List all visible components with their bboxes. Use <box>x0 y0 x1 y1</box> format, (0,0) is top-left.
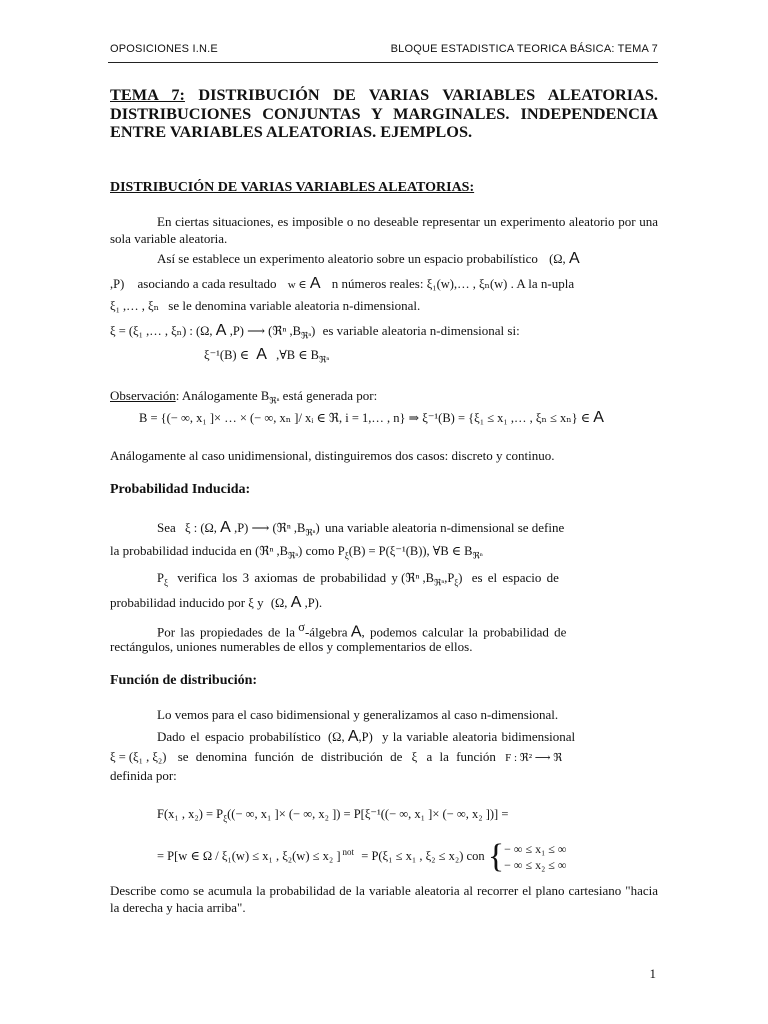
p3-text: es variable aleatoria n-dimensional si: <box>322 323 520 338</box>
sigma-algebra-A: A <box>290 594 302 611</box>
p2-text-c: n números reales: <box>331 276 424 291</box>
title-label: TEMA 7: <box>110 85 185 104</box>
sigma-algebra-A: A <box>350 623 362 641</box>
paragraph-9-line-2 <box>110 749 562 765</box>
p-close: ,P) <box>110 277 125 291</box>
p7-text-a: Por las propiedades de la <box>157 624 295 640</box>
xi-subscript: ξ <box>163 577 168 588</box>
sigma-algebra-A: A <box>309 275 321 292</box>
p9-text-a: Dado el espacio probabilístico <box>157 729 321 744</box>
not-superscript: not <box>342 846 355 857</box>
f-line-2b: = P(ξ₁ ≤ x₁ , ξ₂ ≤ x₂) con <box>361 848 485 863</box>
paragraph-2-line-2 <box>110 275 574 293</box>
paragraph-10: Describe como se acumula la probabilidad de la variable aleatoria al recorrer el plano cartesiano "hacia la derecha y hacia arriba". <box>110 883 658 915</box>
rn-subscript: ℜⁿ <box>301 330 312 341</box>
sigma-algebra-A: A <box>220 519 231 536</box>
paragraph-5-line-2: la probabilidad inducida en (ℜⁿ $,B_{ℜ^n}$) como $P_\xi(B) = P(\xi^{-1}(B))$, ∀B ∈ $B_{ℜ^n}$ <box>110 543 483 561</box>
rn-subscript: ℜⁿ <box>305 527 316 538</box>
observation-text: : Análogamente <box>175 388 258 403</box>
paragraph-7-line-2: rectángulos, uniones numerables de ellos y complementarios de ellos. <box>110 639 473 654</box>
p-xi-definition: (B) = P(ξ⁻¹(B)), ∀B ∈ B <box>348 544 473 558</box>
p6-text-c: probabilidad inducido por <box>110 595 246 610</box>
arrow-rn: ,P) ⟶ (ℜⁿ ,B <box>234 521 306 535</box>
rn-b: (ℜⁿ ,B <box>255 544 288 558</box>
p-close: ,P) <box>304 596 319 610</box>
p-xi-close: ,P <box>444 571 455 585</box>
p7-text-b: -álgebra <box>304 624 348 640</box>
p2-text-d: . A la n-upla <box>510 276 575 291</box>
arrow-rn: ,P) ⟶ (ℜⁿ ,B <box>229 324 301 338</box>
sigma-algebra-A: A <box>256 346 267 363</box>
p6-text-d: y <box>257 595 264 610</box>
forall-b: ,∀B ∈ B <box>276 348 319 362</box>
paragraph-4: Análogamente al caso unidimensional, distinguiremos dos casos: discreto y continuo. <box>110 448 555 463</box>
sigma-algebra-A: A <box>593 409 604 426</box>
f-mapping: F : ℜ² ⟶ ℜ <box>505 752 563 764</box>
f-line-2: = P[w ∈ Ω / ξ₁(w) ≤ x₁ , ξ₂(w) ≤ x₂ ] <box>157 848 341 863</box>
p9-text-d: a la función <box>426 749 496 764</box>
condition-1: − ∞ ≤ x₁ ≤ ∞ <box>504 842 567 856</box>
paragraph-3-line-2 <box>204 346 329 366</box>
paragraph-8: Lo vemos para el caso bidimensional y generalizamos al caso n-dimensional. <box>157 707 559 722</box>
paragraph-2-line-1 <box>157 250 580 268</box>
rn-subscript: ℜⁿ <box>288 550 299 561</box>
borel-definition <box>139 409 604 427</box>
header-rule <box>108 62 658 63</box>
section-heading-3: Función de distribución: <box>110 673 258 688</box>
section-heading-2: Probabilidad Inducida: <box>110 482 251 497</box>
p2-text-b: asociando a cada resultado <box>137 276 277 291</box>
w-in: w ∈ <box>287 279 307 291</box>
paragraph-6-line-1: $P_\xi$ verifica los 3 axiomas de probabilidad y (ℜⁿ $,B_{ℜ^n},P_\xi$) es el espacio de <box>157 570 559 588</box>
xi-tuple: ξ₁ ,… , ξₙ <box>110 299 160 313</box>
p9-text-c: se denomina función de distribución de <box>177 749 403 764</box>
paragraph-2-line-3 <box>110 298 420 314</box>
header-left: OPOSICIONES I.N.E <box>110 43 218 55</box>
p7-text-c: , podemos calcular la probabilidad de <box>361 624 567 640</box>
xi-symbol: ξ <box>411 750 418 764</box>
f-line-1: F(x₁ , x₂) = P <box>157 807 224 821</box>
p2-text-a: Así se establece un experimento aleatorio sobre un espacio probabilístico <box>157 251 538 266</box>
b-definition: B = {(− ∞, x₁ ]× … × (− ∞, xₙ ]/ xᵢ ∈ ℜ, i = 1,… , n} ⇒ ξ⁻¹(B) = {ξ₁ ≤ x₁ ,… , ξₙ ≤ xₙ} ∈ <box>139 411 591 425</box>
f-line-1b: ((− ∞, x₁ ]× (− ∞, x₂ ]) = P[ξ⁻¹((− ∞, x₁ ]× (− ∞, x₂ ])] = <box>227 807 509 821</box>
formula-line-1 <box>157 806 508 824</box>
observation-label: Observación <box>110 388 176 403</box>
rn-subscript: ℜⁿ <box>472 550 483 561</box>
p9-text-b: y la variable aleatoria bidimensional <box>382 729 576 744</box>
p-xi-symbol: P <box>157 571 164 585</box>
conditions-stack <box>504 841 566 873</box>
xi-subscript: ξ <box>454 577 459 588</box>
paragraph-3-line-1: ξ = (ξ₁ ,… , ξₙ) : (Ω, A ,P) ⟶ (ℜⁿ $,B_{ℜ^n}$) es variable aleatoria n-dimensional si: <box>110 322 520 341</box>
condition-2: − ∞ ≤ x₂ ≤ ∞ <box>504 858 567 872</box>
paragraph-9-line-3: definida por: <box>110 768 177 783</box>
page-number: 1 <box>649 966 656 981</box>
rn-subscript: ℜⁿ <box>434 577 445 588</box>
preimage: ξ⁻¹(B) ∈ <box>204 348 249 362</box>
sigma-algebra-A: A <box>215 322 227 339</box>
rn-b-p: (ℜⁿ ,B <box>401 571 435 585</box>
rn-subscript: ℜⁿ <box>269 395 280 406</box>
observation-line <box>110 388 377 407</box>
p-xi-symbol: P <box>337 544 345 558</box>
formula-line-2 <box>157 840 566 874</box>
sigma-algebra-A: A <box>347 728 359 745</box>
b-symbol: B <box>260 389 270 403</box>
rn-subscript: ℜⁿ <box>319 354 330 365</box>
xi-symbol: ξ <box>248 596 254 610</box>
paragraph-9-line-1 <box>157 728 575 746</box>
paragraph-1: En ciertas situaciones, es imposible o no deseable representar un experimento aleatorio por una sola variable aleatoria. <box>110 214 658 246</box>
title-text: DISTRIBUCIÓN DE VARIAS VARIABLES ALEATORIAS. DISTRIBUCIONES CONJUNTAS Y MARGINALES. INDEPENDENCIA ENTRE VARIABLES ALEATORIAS. EJEMPLOS. <box>110 85 658 141</box>
xi-bivariate: ξ = (ξ₁ , ξ₂) <box>110 750 167 764</box>
document-title <box>110 86 658 142</box>
paragraph-6-line-2: probabilidad inducido por ξ y (Ω, A ,P). <box>110 594 323 611</box>
omega-open: (Ω, <box>549 252 566 266</box>
p5-text-b: una variable aleatoria n-dimensional se define <box>324 520 565 535</box>
omega-open: (Ω, <box>270 596 288 610</box>
xi-definition: ξ = (ξ₁ ,… , ξₙ) : (Ω, <box>110 324 213 338</box>
paragraph-5-line-1: Sea ξ : (Ω, A ,P) ⟶ (ℜⁿ $,B_{ℜ^n}$) una variable aleatoria n-dimensional se define <box>157 519 565 538</box>
p5-text-a: Sea <box>157 520 176 535</box>
sigma-algebra-A: A <box>568 250 580 267</box>
p-close: ,P) <box>358 730 373 744</box>
p6-text-b: es el espacio de <box>471 570 559 585</box>
xi-subscript: ξ <box>223 813 228 824</box>
conditions-brace: { <box>487 838 505 875</box>
omega-open: (Ω, <box>328 730 345 744</box>
p2-text-e: se le denomina variable aleatoria n-dimensional. <box>168 298 421 313</box>
sigma-symbol: σ <box>298 620 305 634</box>
header-right: BLOQUE ESTADISTICA TEORICA BÁSICA: TEMA 7 <box>390 43 658 55</box>
xi-colon: ξ : (Ω, <box>185 521 217 535</box>
p5-text-d: como <box>305 543 335 558</box>
observation-text-2: está generada por: <box>282 388 378 403</box>
xi-subscript: ξ <box>344 550 349 561</box>
p6-text-a: verifica los 3 axiomas de probabilidad y <box>177 570 398 585</box>
p5-text-c: la probabilidad inducida en <box>110 543 252 558</box>
xi-w-tuple: ξ₁(w),… , ξₙ(w) <box>426 277 508 291</box>
section-heading-1: DISTRIBUCIÓN DE VARIAS VARIABLES ALEATORIAS: <box>110 180 475 195</box>
